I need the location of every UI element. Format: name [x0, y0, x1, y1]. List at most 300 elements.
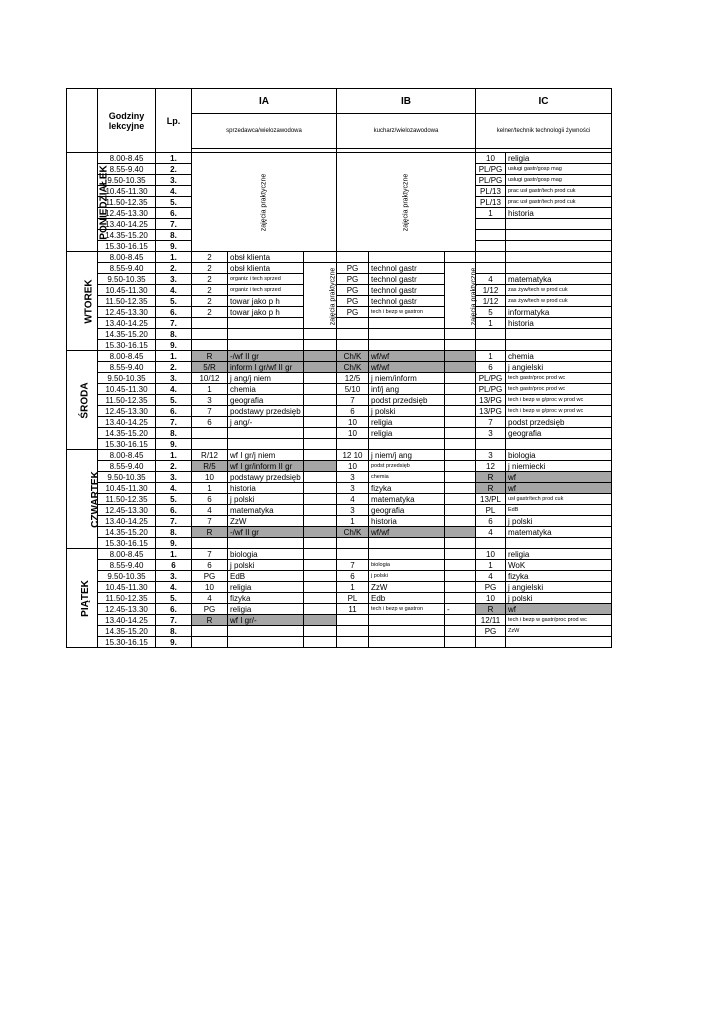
lesson-time: 8.00-8.45	[98, 450, 156, 461]
ia-room: 7	[192, 516, 228, 527]
ia-room: R	[192, 615, 228, 626]
ib-room	[337, 318, 369, 329]
table-row	[67, 384, 612, 395]
ib-subject: technol gastr	[369, 263, 445, 274]
ib-room: PL	[337, 593, 369, 604]
ib-subject: j niem/inform	[369, 373, 445, 384]
lesson-time: 8.00-8.45	[98, 252, 156, 263]
lesson-time: 13.40-14.25	[98, 318, 156, 329]
ib-room: 6	[337, 406, 369, 417]
ia-room: 2	[192, 285, 228, 296]
ib-subject	[369, 318, 445, 329]
ic-room: PG	[476, 626, 506, 637]
ic-subject	[506, 241, 612, 252]
ia-room	[192, 340, 228, 351]
table-row	[67, 483, 612, 494]
lesson-time: 9.50-10.35	[98, 571, 156, 582]
ib-room: Ch/K	[337, 527, 369, 538]
ib-subject: fizyka	[369, 483, 445, 494]
ia-room	[192, 428, 228, 439]
table-row	[67, 450, 612, 461]
ia-room: 6	[192, 417, 228, 428]
lesson-time: 10.45-11.30	[98, 186, 156, 197]
ia-room: 2	[192, 252, 228, 263]
ia-subject: EdB	[228, 571, 304, 582]
ic-subject: usługi gastr/gosp mag	[506, 164, 612, 175]
ic-subject: biologia	[506, 450, 612, 461]
ic-room: 10	[476, 549, 506, 560]
ia-extra	[304, 593, 337, 604]
ib-extra	[445, 472, 476, 483]
ia-room: 10/12	[192, 373, 228, 384]
class-ic-name: IC	[476, 89, 612, 114]
table-row	[67, 461, 612, 472]
table-row	[67, 516, 612, 527]
ia-room	[192, 318, 228, 329]
ia-subject: historia	[228, 483, 304, 494]
table-row	[67, 428, 612, 439]
ic-room	[476, 241, 506, 252]
ic-room: 6	[476, 516, 506, 527]
lesson-number: 7.	[156, 219, 192, 230]
ic-room	[476, 340, 506, 351]
ia-room: 10	[192, 582, 228, 593]
ia-subject: organiz i tech sprzed	[228, 285, 304, 296]
ic-subject: tech gastr/proc prod wc	[506, 384, 612, 395]
ia-extra	[304, 626, 337, 637]
ib-subject: podst przedsięb	[369, 461, 445, 472]
ib-extra	[445, 626, 476, 637]
ib-subject: religia	[369, 428, 445, 439]
table-row	[67, 252, 612, 263]
table-row	[67, 417, 612, 428]
ia-room: 4	[192, 505, 228, 516]
ia-extra	[304, 428, 337, 439]
ia-extra	[304, 637, 337, 648]
lesson-time: 8.00-8.45	[98, 153, 156, 164]
ia-room: 2	[192, 263, 228, 274]
ib-room	[337, 549, 369, 560]
ic-subject: ZzW	[506, 626, 612, 637]
day-name: WTOREK	[83, 278, 95, 324]
lesson-number: 1.	[156, 450, 192, 461]
ia-subject: organiz i tech sprzed	[228, 274, 304, 285]
lesson-number: 2.	[156, 362, 192, 373]
hours-header: Godziny lekcyjne	[98, 89, 156, 153]
ia-extra	[304, 406, 337, 417]
ic-subject: chemia	[506, 351, 612, 362]
ic-subject: prac usł gastr/tech prod cuk	[506, 186, 612, 197]
practical-label: zajęcia praktyczne	[470, 267, 478, 325]
ib-subject: Edb	[369, 593, 445, 604]
ib-subject: wf/wf	[369, 351, 445, 362]
table-row	[67, 549, 612, 560]
ic-subject: tech gastr/proc prod wc	[506, 373, 612, 384]
ic-room: 13/PG	[476, 395, 506, 406]
lesson-time: 14.35-15.20	[98, 626, 156, 637]
lesson-time: 8.00-8.45	[98, 549, 156, 560]
ia-extra	[304, 549, 337, 560]
ic-subject: j angielski	[506, 582, 612, 593]
table-row	[67, 615, 612, 626]
ib-subject: inf/j ang	[369, 384, 445, 395]
ib-room: PG	[337, 263, 369, 274]
day-label	[67, 153, 110, 252]
lesson-number: 9.	[156, 637, 192, 648]
timetable-header	[67, 89, 612, 153]
ia-extra	[304, 571, 337, 582]
ic-room	[476, 439, 506, 450]
class-ic-profile: kelner/technik technologii żywności	[476, 114, 612, 149]
lesson-number: 3.	[156, 274, 192, 285]
lesson-number: 9.	[156, 241, 192, 252]
ic-subject: usł gastr/tech prod cuk	[506, 494, 612, 505]
ia-extra	[304, 439, 337, 450]
ic-subject: fizyka	[506, 571, 612, 582]
practical-label: zajęcia praktyczne	[402, 173, 410, 232]
ia-subject: inform I gr/wf II gr	[228, 362, 304, 373]
lesson-time: 12.45-13.30	[98, 604, 156, 615]
ib-room: 12/5	[337, 373, 369, 384]
ib-subject: j polski	[369, 406, 445, 417]
ia-subject	[228, 318, 304, 329]
lesson-number: 5.	[156, 197, 192, 208]
lesson-time: 12.45-13.30	[98, 505, 156, 516]
ia-subject: chemia	[228, 384, 304, 395]
ic-subject: zas żyw/tech w prod cuk	[506, 296, 612, 307]
ia-subject: podstawy przedsięb	[228, 406, 304, 417]
ib-room: 5/10	[337, 384, 369, 395]
ia-subject: obsł klienta	[228, 263, 304, 274]
lesson-number: 4.	[156, 384, 192, 395]
table-row	[67, 153, 612, 164]
ia-extra	[304, 604, 337, 615]
ic-subject: EdB	[506, 505, 612, 516]
ic-subject: podst przedsięb	[506, 417, 612, 428]
ib-extra	[445, 527, 476, 538]
ib-subject: wf/wf	[369, 362, 445, 373]
ib-subject: j niem/j ang	[369, 450, 445, 461]
ia-extra	[304, 450, 337, 461]
ib-subject	[369, 626, 445, 637]
lesson-number: 3.	[156, 373, 192, 384]
ic-room: 12/11	[476, 615, 506, 626]
ic-subject: usługi gastr/gosp mag	[506, 175, 612, 186]
ia-subject: podstawy przedsięb	[228, 472, 304, 483]
ib-subject: religia	[369, 417, 445, 428]
timetable-body	[67, 153, 612, 648]
ic-room: 5	[476, 307, 506, 318]
ib-room: 12 10	[337, 450, 369, 461]
lesson-number: 8.	[156, 230, 192, 241]
ia-subject: obsł klienta	[228, 252, 304, 263]
lesson-number: 9.	[156, 538, 192, 549]
day-name: CZWARTEK	[89, 470, 101, 528]
lesson-number: 1.	[156, 153, 192, 164]
ia-subject: geografia	[228, 395, 304, 406]
ia-room: 2	[192, 296, 228, 307]
lesson-number: 6.	[156, 505, 192, 516]
ic-room: PL/PG	[476, 373, 506, 384]
ib-subject: biologia	[369, 560, 445, 571]
table-row	[67, 285, 612, 296]
ia-extra	[304, 351, 337, 362]
ia-room: PG	[192, 604, 228, 615]
table-row	[67, 571, 612, 582]
lesson-number: 3.	[156, 175, 192, 186]
ib-subject: chemia	[369, 472, 445, 483]
ib-room: PG	[337, 274, 369, 285]
ia-subject	[228, 340, 304, 351]
ia-room	[192, 538, 228, 549]
ia-extra	[304, 615, 337, 626]
ic-subject	[506, 329, 612, 340]
lesson-number: 7.	[156, 417, 192, 428]
ia-room: 5/R	[192, 362, 228, 373]
ic-subject: historia	[506, 318, 612, 329]
ia-subject: -/wf II gr	[228, 351, 304, 362]
ib-room: 4	[337, 494, 369, 505]
ib-extra	[445, 560, 476, 571]
ib-extra	[445, 571, 476, 582]
lesson-time: 12.45-13.30	[98, 406, 156, 417]
lesson-time: 10.45-11.30	[98, 582, 156, 593]
ia-subject: j polski	[228, 560, 304, 571]
ib-extra	[445, 252, 476, 263]
ib-subject	[369, 439, 445, 450]
lesson-time: 10.45-11.30	[98, 285, 156, 296]
table-row	[67, 472, 612, 483]
ib-extra	[445, 340, 476, 351]
ic-subject: wf	[506, 472, 612, 483]
lesson-number: 4.	[156, 483, 192, 494]
lesson-number: 6	[156, 560, 192, 571]
ia-room: 3	[192, 395, 228, 406]
lesson-number: 6.	[156, 208, 192, 219]
ib-subject	[369, 329, 445, 340]
ic-room	[476, 637, 506, 648]
lesson-number: 8.	[156, 527, 192, 538]
ic-subject: tech i bezp w g/proc w prod wc	[506, 395, 612, 406]
ib-room	[337, 637, 369, 648]
ic-room: 4	[476, 527, 506, 538]
table-row	[67, 604, 612, 615]
ib-room	[337, 626, 369, 637]
ia-subject	[228, 637, 304, 648]
lesson-number: 7.	[156, 318, 192, 329]
table-row	[67, 263, 612, 274]
ia-extra	[304, 560, 337, 571]
class-ib-name: IB	[337, 89, 476, 114]
ia-subject: religia	[228, 582, 304, 593]
lesson-time: 9.50-10.35	[98, 274, 156, 285]
ia-room	[192, 439, 228, 450]
lesson-number: 6.	[156, 406, 192, 417]
lesson-time: 11.50-12.35	[98, 593, 156, 604]
class-ia-profile: sprzedawca/wielozawodowa	[192, 114, 337, 149]
lesson-time: 14.35-15.20	[98, 527, 156, 538]
ic-subject: historia	[506, 208, 612, 219]
ia-practical-block	[192, 153, 337, 252]
ia-subject: fizyka	[228, 593, 304, 604]
ic-room: 1/12	[476, 285, 506, 296]
ib-extra	[445, 461, 476, 472]
ib-extra	[445, 505, 476, 516]
ib-room: 10	[337, 428, 369, 439]
ia-room: 2	[192, 274, 228, 285]
ia-subject: j ang/j niem	[228, 373, 304, 384]
ic-subject	[506, 439, 612, 450]
lesson-time: 14.35-15.20	[98, 230, 156, 241]
lesson-time: 8.55-9.40	[98, 461, 156, 472]
ib-room: Ch/K	[337, 362, 369, 373]
ic-subject: religia	[506, 549, 612, 560]
ib-room: PG	[337, 285, 369, 296]
ib-room: 1	[337, 582, 369, 593]
ib-subject: j polski	[369, 571, 445, 582]
ic-subject: j angielski	[506, 362, 612, 373]
ib-subject	[369, 538, 445, 549]
table-row	[67, 406, 612, 417]
lesson-number: 1.	[156, 351, 192, 362]
ib-subject: historia	[369, 516, 445, 527]
day-name: ŚRODA	[79, 381, 91, 419]
ib-extra	[445, 593, 476, 604]
ib-room: PG	[337, 307, 369, 318]
ic-room: PL	[476, 505, 506, 516]
ic-room	[476, 329, 506, 340]
ib-subject	[369, 615, 445, 626]
ic-subject: informatyka	[506, 307, 612, 318]
ic-room: 1	[476, 208, 506, 219]
lesson-time: 15.30-16.15	[98, 439, 156, 450]
ia-room	[192, 626, 228, 637]
day-label	[67, 549, 98, 648]
table-row	[67, 318, 612, 329]
ic-subject	[506, 219, 612, 230]
ib-subject: podst przedsięb	[369, 395, 445, 406]
ib-extra	[445, 516, 476, 527]
ia-subject	[228, 439, 304, 450]
lesson-number: 8.	[156, 428, 192, 439]
ic-room: PL/PG	[476, 384, 506, 395]
ia-subject: biologia	[228, 549, 304, 560]
lesson-time: 8.00-8.45	[98, 351, 156, 362]
ic-room	[476, 252, 506, 263]
lesson-number: 2.	[156, 164, 192, 175]
ic-room: R	[476, 604, 506, 615]
ia-room: 10	[192, 472, 228, 483]
lesson-number: 9.	[156, 439, 192, 450]
ib-subject: technol gastr	[369, 296, 445, 307]
ic-subject: wf	[506, 604, 612, 615]
lesson-number: 3.	[156, 571, 192, 582]
ia-subject	[228, 428, 304, 439]
table-row	[67, 351, 612, 362]
ia-subject: j ang/-	[228, 417, 304, 428]
table-row	[67, 582, 612, 593]
ic-room: 1	[476, 560, 506, 571]
ib-subject: tech i bezp w gastron	[369, 604, 445, 615]
table-row	[67, 373, 612, 384]
lesson-time: 15.30-16.15	[98, 241, 156, 252]
ib-room: 3	[337, 483, 369, 494]
ib-room	[337, 538, 369, 549]
lesson-time: 13.40-14.25	[98, 516, 156, 527]
lesson-number: 1.	[156, 252, 192, 263]
ib-room	[337, 329, 369, 340]
ib-practical-block	[337, 153, 476, 252]
lesson-number: 4.	[156, 285, 192, 296]
ib-room	[337, 252, 369, 263]
ib-subject: geografia	[369, 505, 445, 516]
ib-subject	[369, 637, 445, 648]
ib-practical-block	[445, 263, 476, 329]
lp-header: Lp.	[156, 89, 192, 153]
lesson-time: 9.50-10.35	[98, 472, 156, 483]
ib-room: PG	[337, 296, 369, 307]
day-label	[67, 252, 98, 351]
ia-room: PG	[192, 571, 228, 582]
ib-extra	[445, 538, 476, 549]
ib-extra	[445, 428, 476, 439]
lesson-time: 11.50-12.35	[98, 296, 156, 307]
ia-room: 6	[192, 494, 228, 505]
ia-extra	[304, 461, 337, 472]
ib-subject	[369, 340, 445, 351]
lesson-time: 13.40-14.25	[98, 219, 156, 230]
ic-room	[476, 219, 506, 230]
lesson-number: 8.	[156, 626, 192, 637]
lesson-number: 5.	[156, 593, 192, 604]
ia-room: 7	[192, 406, 228, 417]
day-name: PONIEDZIAŁEK	[98, 164, 110, 240]
lesson-time: 8.55-9.40	[98, 263, 156, 274]
ia-subject: -/wf II gr	[228, 527, 304, 538]
ia-subject: wf I gr/inform II gr	[228, 461, 304, 472]
lesson-number: 5.	[156, 494, 192, 505]
lesson-number: 2.	[156, 263, 192, 274]
timetable	[66, 88, 612, 648]
ia-extra	[304, 329, 337, 340]
ib-room: 3	[337, 505, 369, 516]
ib-subject: technol gastr	[369, 285, 445, 296]
ia-subject: matematyka	[228, 505, 304, 516]
ia-extra	[304, 527, 337, 538]
ia-subject: religia	[228, 604, 304, 615]
ic-subject	[506, 637, 612, 648]
table-row	[67, 340, 612, 351]
lesson-number: 4.	[156, 582, 192, 593]
ia-subject	[228, 538, 304, 549]
ia-subject	[228, 329, 304, 340]
ia-extra	[304, 340, 337, 351]
ic-subject: tech i bezp w g/proc w prod wc	[506, 406, 612, 417]
lesson-number: 9.	[156, 340, 192, 351]
ia-room: 6	[192, 560, 228, 571]
corner-cell	[67, 89, 98, 153]
ib-extra	[445, 406, 476, 417]
ia-extra	[304, 395, 337, 406]
ia-room: 2	[192, 307, 228, 318]
ia-room: 1	[192, 483, 228, 494]
ib-subject	[369, 252, 445, 263]
ia-extra	[304, 252, 337, 263]
ia-room: R	[192, 527, 228, 538]
ic-room	[476, 263, 506, 274]
ic-subject: j niemiecki	[506, 461, 612, 472]
ib-extra	[445, 450, 476, 461]
